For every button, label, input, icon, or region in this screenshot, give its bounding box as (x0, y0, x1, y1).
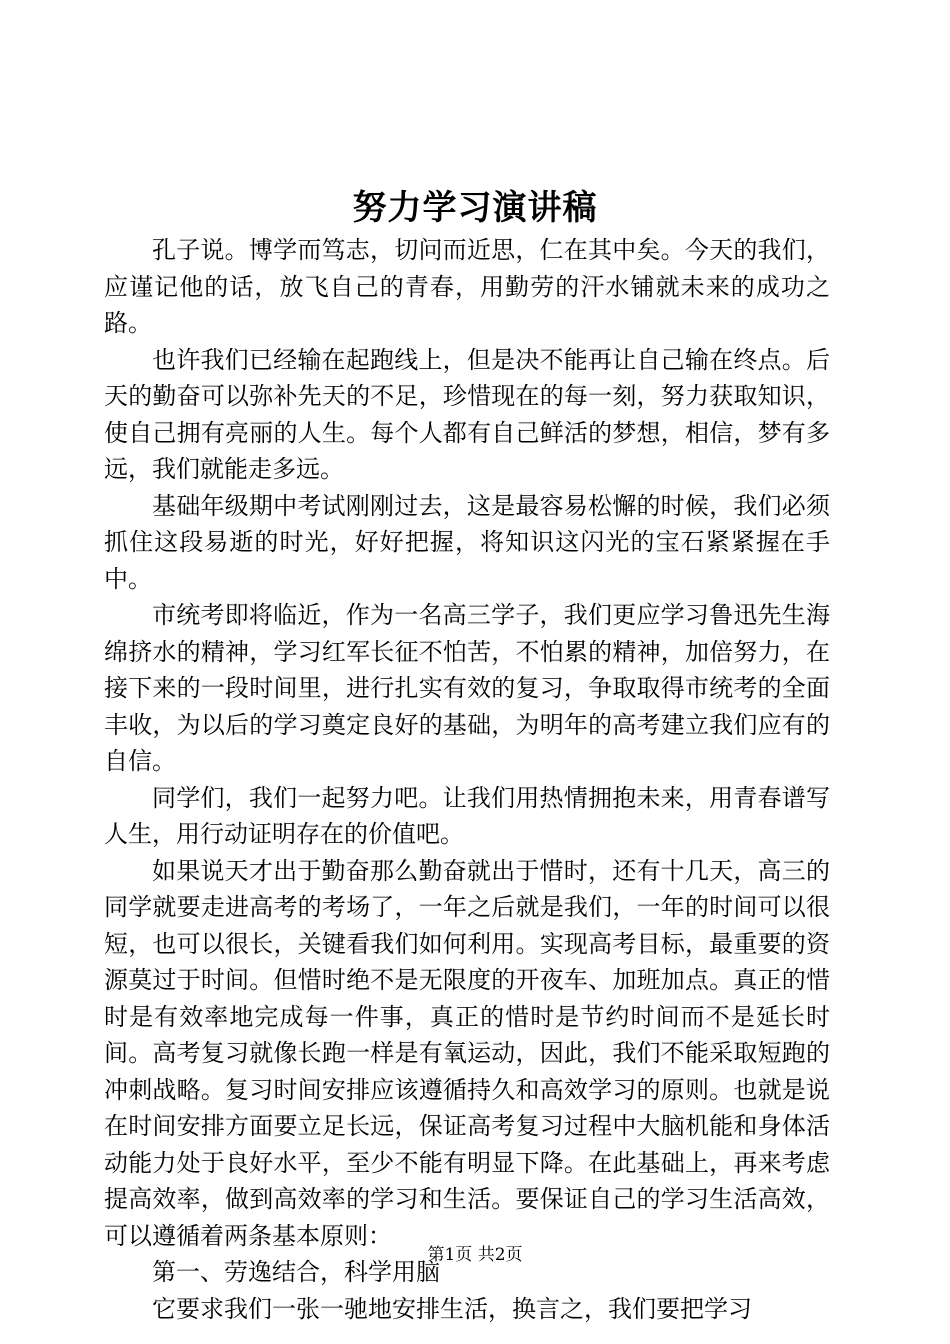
paragraph: 同学们，我们一起努力吧。让我们用热情拥抱未来，用青春谱写人生，用行动证明存在的价值吧。 (104, 783, 830, 848)
paragraph: 孔子说。博学而笃志，切问而近思，仁在其中矣。今天的我们，应谨记他的话，放飞自己的青春，用勤劳的汗水铺就未来的成功之路。 (104, 236, 830, 337)
section-heading: 第一、劳逸结合，科学用脑 (152, 1258, 440, 1286)
paragraph: 基础年级期中考试刚刚过去，这是最容易松懈的时候，我们必须抓住这段易逝的时光，好好把握，将知识这闪光的宝石紧紧握在手中。 (104, 491, 830, 593)
page-number-footer: 第1页 共2页 (427, 1245, 523, 1265)
document-title: 努力学习演讲稿 (352, 188, 598, 228)
paragraph: 如果说天才出于勤奋那么勤奋就出于惜时，还有十几天，高三的同学就要走进高考的考场了，一年之后就是我们，一年的时间可以很短，也可以很长，关键看我们如何利用。实现高考目标，最重要的资源莫过于时间。但惜时绝不是无限度的开夜车、加班加点。真正的惜时是有效率地完成每一件事，真正的惜时是节约时间而不是延长时间。高考复习就像长跑一样是有氧运动，因此，我们不能采取短跑的冲刺战略。复习时间安排应该遵循持久和高效学习的原则。也就是说在时间安排方面要立足长远，保证高考复习过程中大脑机能和身体活动能力处于良好水平，至少不能有明显下降。在此基础上，再来考虑提高效率，做到高效率的学习和生活。要保证自己的学习生活高效，可以遵循着两条基本原则： (104, 856, 830, 1250)
paragraph: 市统考即将临近，作为一名高三学子，我们更应学习鲁迅先生海绵挤水的精神，学习红军长征不怕苦，不怕累的精神，加倍努力，在接下来的一段时间里，进行扎实有效的复习，争取取得市统考的全面丰收，为以后的学习奠定良好的基础，为明年的高考建立我们应有的自信。 (104, 601, 830, 775)
paragraph: 也许我们已经输在起跑线上，但是决不能再让自己输在终点。后天的勤奋可以弥补先天的不足，珍惜现在的每一刻，努力获取知识，使自己拥有亮丽的人生。每个人都有自己鲜活的梦想，相信，梦有多远，我们就能走多远。 (104, 345, 830, 483)
document-body (104, 232, 830, 1327)
paragraph: 它要求我们一张一驰地安排生活，换言之，我们要把学习 (152, 1294, 752, 1323)
